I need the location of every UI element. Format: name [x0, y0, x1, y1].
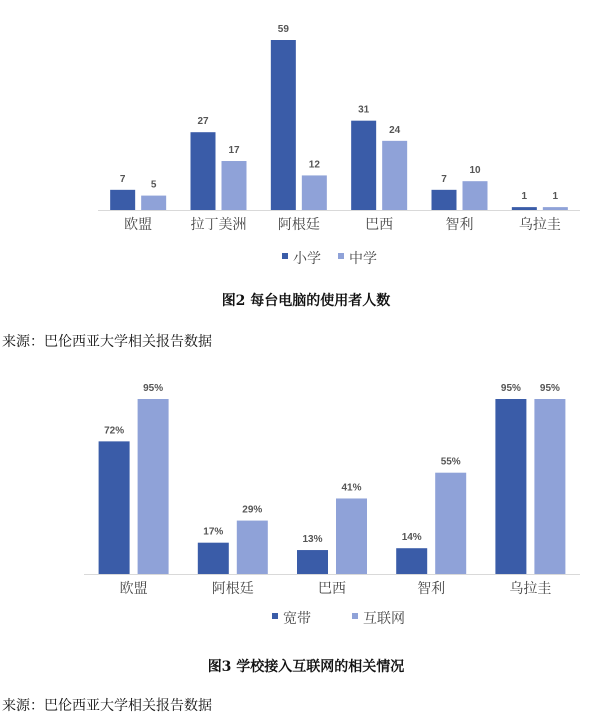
category-label: 智利	[445, 217, 474, 233]
category-label: 阿根廷	[211, 581, 254, 597]
bar	[534, 399, 565, 574]
bar	[382, 141, 407, 210]
data-label: 41%	[341, 482, 362, 494]
bar	[432, 190, 457, 210]
category-label: 阿根廷	[277, 217, 320, 233]
bar	[198, 543, 229, 574]
data-label: 95%	[143, 383, 164, 394]
data-label: 72%	[104, 425, 125, 437]
category-label: 巴西	[365, 217, 394, 233]
bar	[463, 181, 488, 210]
data-label: 95%	[539, 383, 560, 394]
users-per-computer-chart	[0, 0, 612, 280]
category-label: 欧盟	[119, 581, 148, 597]
bar	[543, 207, 568, 210]
data-label: 10	[469, 165, 481, 177]
bar	[271, 40, 296, 210]
data-label: 29%	[242, 504, 263, 516]
data-label: 5	[150, 179, 157, 191]
legend-label: 宽带	[283, 611, 311, 627]
bar	[435, 473, 466, 574]
bar	[302, 175, 327, 210]
bar	[237, 521, 268, 574]
category-label: 欧盟	[124, 217, 153, 233]
bar	[351, 121, 376, 210]
category-label: 巴西	[318, 581, 346, 597]
legend-swatch	[282, 253, 288, 259]
data-label: 95%	[500, 383, 521, 394]
data-label: 27	[197, 116, 209, 128]
data-label: 24	[389, 124, 401, 136]
legend-swatch	[352, 613, 358, 619]
bar	[512, 207, 537, 210]
bar	[222, 161, 247, 210]
bar	[110, 190, 135, 210]
category-label: 乌拉圭	[509, 581, 552, 597]
data-label: 14%	[401, 532, 422, 544]
legend-swatch	[272, 613, 278, 619]
bar	[495, 399, 526, 574]
data-label: 7	[441, 173, 447, 185]
data-label: 59	[277, 24, 289, 35]
data-label: 17%	[203, 526, 224, 538]
figure-3-source: 来源：巴伦西亚大学相关报告数据	[2, 698, 212, 714]
data-label: 12	[308, 159, 320, 171]
bar	[297, 550, 328, 574]
data-label: 31	[358, 104, 370, 116]
figure-3-caption: 图3 学校接入互联网的相关情况	[207, 659, 405, 675]
bar	[396, 548, 427, 574]
bar	[191, 132, 216, 210]
category-label: 智利	[417, 581, 446, 597]
data-label: 17	[228, 145, 240, 157]
data-label: 7	[119, 173, 126, 185]
legend-label: 互联网	[363, 611, 405, 627]
bar	[138, 399, 169, 574]
data-label: 1	[552, 191, 559, 203]
legend-swatch	[338, 253, 344, 259]
legend-label: 小学	[293, 251, 321, 267]
school-internet-chart	[0, 370, 612, 650]
bar	[336, 498, 367, 574]
legend-label: 中学	[349, 251, 377, 267]
category-label: 拉丁美洲	[190, 217, 247, 233]
data-label: 13%	[302, 534, 323, 546]
category-label: 乌拉圭	[518, 217, 561, 233]
data-label: 55%	[440, 456, 461, 468]
bar	[141, 196, 166, 210]
figure-2-source: 来源：巴伦西亚大学相关报告数据	[2, 334, 212, 350]
data-label: 1	[521, 191, 528, 203]
figure-2-caption: 图2 每台电脑的使用者人数	[221, 293, 391, 309]
bar	[99, 441, 130, 574]
